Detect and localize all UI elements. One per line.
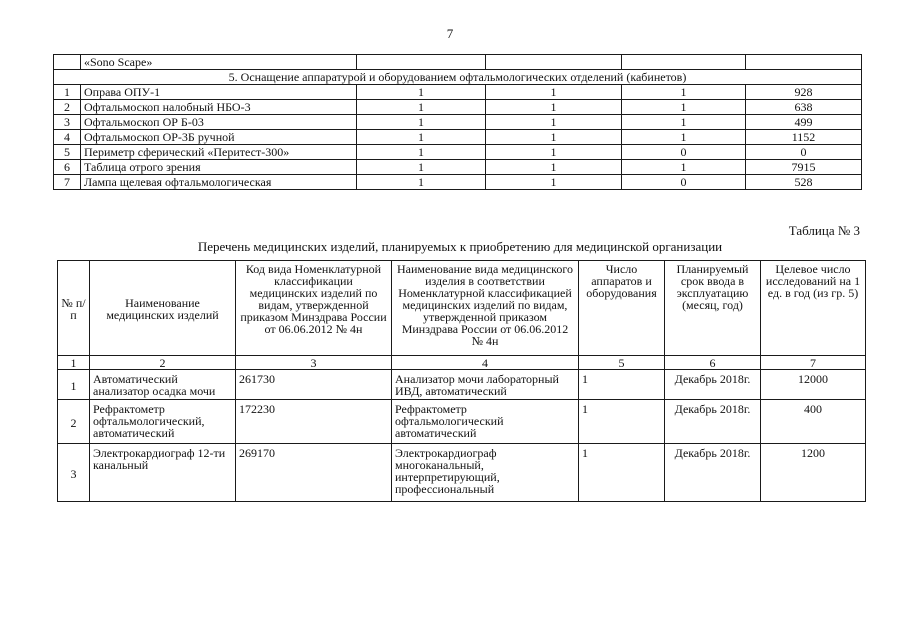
page-number: 7	[446, 26, 454, 41]
count-cell: 1	[486, 100, 622, 115]
count-cell: 0	[622, 175, 746, 190]
equipment-table	[53, 54, 862, 190]
item-name: Офтальмоскоп ОР-3Б ручной	[81, 130, 357, 145]
table-row	[54, 85, 862, 100]
header-date: Планируемый срок ввода в эксплуатацию (месяц, год)	[665, 261, 761, 356]
item-name: Лампа щелевая офтальмологическая	[81, 175, 357, 190]
item-name: Оправа ОПУ-1	[81, 85, 357, 100]
index-cell: 2	[90, 356, 236, 370]
device-name: Рефрактометр офтальмологический, автоматический	[90, 400, 236, 444]
count-cell: 1	[486, 175, 622, 190]
device-kind: Анализатор мочи лабораторный ИВД, автоматический	[392, 370, 579, 400]
device-count: 1	[579, 444, 665, 502]
count-cell: 1	[622, 130, 746, 145]
device-code: 269170	[236, 444, 392, 502]
commissioning-date: Декабрь 2018г.	[665, 444, 761, 502]
value-cell: 638	[746, 100, 862, 115]
row-number: 6	[54, 160, 81, 175]
count-cell: 1	[357, 175, 486, 190]
count-cell: 1	[622, 100, 746, 115]
table-row	[54, 160, 862, 175]
row-number: 7	[54, 175, 81, 190]
planned-purchases-table	[57, 260, 866, 502]
table-row	[54, 55, 862, 70]
device-kind: Рефрактометр офтальмологический автоматический	[392, 400, 579, 444]
count-cell: 1	[357, 100, 486, 115]
value-cell: 1152	[746, 130, 862, 145]
count-cell: 1	[622, 160, 746, 175]
value-cell: 0	[746, 145, 862, 160]
count-cell: 1	[357, 85, 486, 100]
count-cell: 1	[357, 115, 486, 130]
header-code: Код вида Номенклатурной классификации медицинских изделий по видам, утвержденной приказом Минздрава России от 06.06.2012 № 4н	[236, 261, 392, 356]
index-row	[58, 356, 866, 370]
device-name: Электрокардиограф 12-ти канальный	[90, 444, 236, 502]
header-row	[58, 261, 866, 356]
header-name: Наименование медицинских изделий	[90, 261, 236, 356]
table-row	[54, 145, 862, 160]
target-studies: 1200	[761, 444, 866, 502]
target-studies: 400	[761, 400, 866, 444]
table-row	[54, 115, 862, 130]
table-row	[58, 400, 866, 444]
count-cell: 1	[622, 85, 746, 100]
count-cell: 1	[357, 160, 486, 175]
count-cell: 1	[486, 130, 622, 145]
row-number: 2	[58, 400, 90, 444]
table-row	[54, 100, 862, 115]
value-cell: 928	[746, 85, 862, 100]
device-count: 1	[579, 400, 665, 444]
header-count: Число аппаратов и оборудования	[579, 261, 665, 356]
count-cell: 1	[357, 145, 486, 160]
device-count: 1	[579, 370, 665, 400]
item-name: Офтальмоскоп ОР Б-03	[81, 115, 357, 130]
count-cell: 0	[622, 145, 746, 160]
count-cell: 1	[486, 115, 622, 130]
index-cell: 5	[579, 356, 665, 370]
index-cell: 1	[58, 356, 90, 370]
row-number: 1	[54, 85, 81, 100]
table-row	[58, 370, 866, 400]
section-title: 5. Оснащение аппаратурой и оборудованием офтальмологических отделений (кабинетов)	[54, 70, 862, 85]
item-name: Периметр сферический «Перитест-300»	[81, 145, 357, 160]
table-row	[58, 444, 866, 502]
index-cell: 7	[761, 356, 866, 370]
count-cell: 1	[357, 130, 486, 145]
count-cell: 1	[486, 85, 622, 100]
count-cell: 1	[486, 145, 622, 160]
count-cell: 1	[622, 115, 746, 130]
count-cell: 1	[486, 160, 622, 175]
index-cell: 6	[665, 356, 761, 370]
table-label: Таблица № 3	[788, 223, 860, 238]
row-number: 3	[54, 115, 81, 130]
section-row	[54, 70, 862, 85]
item-name: Офтальмоскоп налобный НБО-3	[81, 100, 357, 115]
table-caption: Перечень медицинских изделий, планируемых к приобретению для медицинской организации	[197, 239, 723, 254]
device-kind: Электрокардиограф многоканальный, интерпретирующий, профессиональный	[392, 444, 579, 502]
row-number: 4	[54, 130, 81, 145]
value-cell: 528	[746, 175, 862, 190]
index-cell: 4	[392, 356, 579, 370]
value-cell: 499	[746, 115, 862, 130]
row-number: 5	[54, 145, 81, 160]
table-row	[54, 130, 862, 145]
header-kind: Наименование вида медицинского изделия в соответствии Номенклатурной классификацией медицинских изделий по видам, утвержденной приказом Минздрава России от 06.06.2012 № 4н	[392, 261, 579, 356]
target-studies: 12000	[761, 370, 866, 400]
header-target: Целевое число исследований на 1 ед. в год (из гр. 5)	[761, 261, 866, 356]
commissioning-date: Декабрь 2018г.	[665, 370, 761, 400]
device-code: 261730	[236, 370, 392, 400]
row-number: 3	[58, 444, 90, 502]
device-code: 172230	[236, 400, 392, 444]
row-number: 2	[54, 100, 81, 115]
device-name: Автоматический анализатор осадка мочи	[90, 370, 236, 400]
commissioning-date: Декабрь 2018г.	[665, 400, 761, 444]
carry-over-cell: «Sono Scape»	[81, 55, 357, 70]
item-name: Таблица отрого зрения	[81, 160, 357, 175]
row-number: 1	[58, 370, 90, 400]
table-row	[54, 175, 862, 190]
value-cell: 7915	[746, 160, 862, 175]
header-num: № п/п	[58, 261, 90, 356]
index-cell: 3	[236, 356, 392, 370]
